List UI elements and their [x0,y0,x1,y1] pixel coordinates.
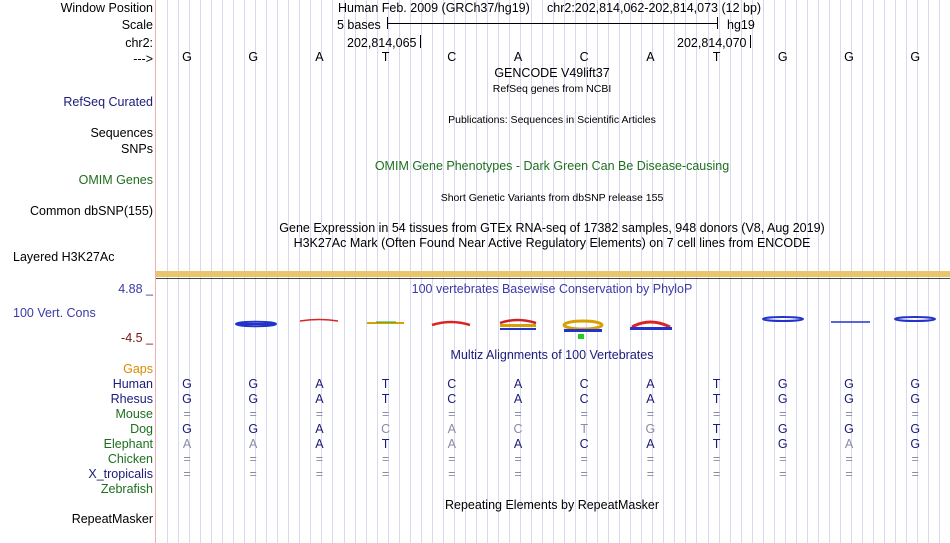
track-label-omim[interactable]: OMIM Genes [78,173,153,187]
alignment-base: = [183,407,191,421]
alignment-base: = [514,467,522,481]
reference-base: A [315,50,324,64]
alignment-base: A [182,437,192,451]
alignment-base: = [712,407,721,421]
alignment-base: A [513,437,523,451]
assembly-name: Human Feb. 2009 (GRCh37/hg19) [338,1,530,15]
publications-track-title[interactable]: Publications: Sequences in Scientific Articles [448,114,656,126]
alignment-base: = [448,467,456,481]
alignment-base: = [448,452,456,466]
h3k27ac-track-title[interactable]: H3K27Ac Mark (Often Found Near Active Regulatory Elements) on 7 cell lines from ENCODE [293,236,811,250]
alignment-base: = [779,452,787,466]
logo-glyph [432,322,470,325]
species-label[interactable]: Elephant [103,437,153,451]
alignment-base: G [182,377,192,391]
track-label-refseq[interactable]: RefSeq Curated [63,95,153,109]
alignment-base: = [249,467,257,481]
reference-base: C [447,50,457,64]
logo-glyph [236,322,276,326]
coordinate-2-tick [750,35,751,48]
alignment-base: A [513,377,523,391]
alignment-base: G [182,392,192,406]
alignment-base: G [777,422,788,436]
logo-glyph [895,317,935,321]
alignment-base: = [779,467,787,481]
track-label-repeatmasker[interactable]: RepeatMasker [71,512,153,526]
strand-label: ---> [133,52,153,66]
alignment-base: A [315,437,324,451]
alignment-base: T [381,392,390,406]
logo-glyph [630,322,672,330]
phylop-min-label: -4.5 _ [121,331,153,345]
alignment-base: = [845,452,853,466]
logo-glyph [564,321,602,339]
logo-glyph [763,317,803,321]
species-label[interactable]: X_tropicalis [88,467,153,481]
alignment-base: T [381,437,390,451]
alignment-base: = [315,452,324,466]
alignment-base: = [580,467,588,481]
species-label[interactable]: Rhesus [110,392,153,406]
alignment-base: G [844,392,854,406]
alignment-base: G [248,422,259,436]
refseq-track-title[interactable]: RefSeq genes from NCBI [492,83,612,95]
alignment-base: G [844,422,854,436]
alignment-base: = [779,407,787,421]
reference-base: G [844,50,854,64]
scale-label: Scale [121,18,153,32]
track-label-dbsnp[interactable]: Common dbSNP(155) [30,204,153,218]
track-label-vert-cons[interactable]: 100 Vert. Cons [13,306,96,320]
alignment-base: = [712,467,721,481]
alignment-base: = [646,452,655,466]
logo-glyph [367,322,404,323]
alignment-base: = [845,467,853,481]
alignment-base: = [712,452,721,466]
alignment-base: = [845,407,853,421]
alignment-base: C [381,422,391,436]
position-readout[interactable]: chr2:202,814,062-202,814,073 (12 bp) [547,1,762,15]
alignment-base: = [448,407,456,421]
alignment-base: T [712,377,721,391]
coordinate-1-tick [420,35,421,48]
alignment-base: = [911,452,919,466]
reference-base: C [579,50,589,64]
alignment-base: = [911,407,919,421]
alignment-base: A [315,422,324,436]
repeatmasker-track-title[interactable]: Repeating Elements by RepeatMasker [444,498,660,512]
alignment-base: A [315,392,324,406]
scale-bar [387,23,718,24]
species-label[interactable]: Dog [130,422,153,436]
alignment-base: T [712,392,721,406]
alignment-base: C [579,392,589,406]
reference-base: A [646,50,655,64]
alignment-base: = [381,407,390,421]
alignment-base: C [513,422,523,436]
reference-base: T [712,50,721,64]
scale-bar-right-tick [717,17,718,29]
chr-label: chr2: [125,36,153,50]
gencode-track-title[interactable]: GENCODE V49lift37 [494,66,610,80]
phylop-max-label: 4.88 _ [118,282,153,296]
alignment-base: G [182,422,192,436]
track-divider [156,278,950,279]
track-label-snps[interactable]: SNPs [121,142,153,156]
alignment-base: = [580,407,588,421]
reference-base: G [910,50,921,64]
alignment-base: = [381,452,390,466]
scale-assembly: hg19 [727,18,755,32]
multiz-track-title[interactable]: Multiz Alignments of 100 Vertebrates [450,348,654,362]
alignment-base: G [248,377,259,391]
alignment-base: = [183,452,191,466]
alignment-base: = [381,467,390,481]
alignment-base: A [315,377,324,391]
track-label-sequences[interactable]: Sequences [90,126,153,140]
alignment-base: T [712,422,721,436]
reference-base: A [513,50,523,64]
species-label[interactable]: Chicken [107,452,153,466]
alignment-base: T [712,437,721,451]
alignment-base: G [777,377,788,391]
alignment-base: C [579,377,589,391]
species-label[interactable]: Mouse [115,407,153,421]
alignment-base: G [777,437,788,451]
alignment-base: = [183,467,191,481]
alignment-base: A [447,422,456,436]
conservation-logo [156,300,950,344]
alignment-base: A [844,437,854,451]
alignment-base: A [447,437,456,451]
alignment-base: G [645,422,656,436]
species-label[interactable]: Zebrafish [100,482,153,496]
scale-bases: 5 bases [337,18,381,32]
alignment-base: A [513,392,523,406]
reference-base: G [248,50,259,64]
alignment-base: A [646,377,655,391]
coordinate-2: 202,814,070 [677,36,747,50]
coordinate-1: 202,814,065 [347,36,417,50]
alignment-base: = [911,467,919,481]
gtex-track-title[interactable]: Gene Expression in 54 tissues from GTEx RNA-seq of 17382 samples, 948 donors (V8, Aug 2019) [279,221,825,235]
alignment-base: C [579,437,589,451]
logo-glyph [500,320,536,330]
alignment-base: = [646,407,655,421]
alignment-base: = [249,407,257,421]
alignment-base: A [646,392,655,406]
window-position-label: Window Position [60,1,153,15]
omim-track-title[interactable]: OMIM Gene Phenotypes - Dark Green Can Be Disease-causing [374,159,730,173]
alignment-base: G [910,437,921,451]
alignment-base: G [248,392,259,406]
reference-base: G [777,50,788,64]
reference-base: T [381,50,390,64]
alignment-base: C [447,392,457,406]
reference-base: G [182,50,192,64]
species-label[interactable]: Human [112,377,153,391]
alignment-base: T [580,422,589,436]
alignment-base: = [514,452,522,466]
alignment-base: G [910,377,921,391]
alignment-base: = [315,407,324,421]
alignment-base: C [447,377,457,391]
alignment-base: G [910,422,921,436]
h3k27ac-signal-band [156,271,950,277]
alignment-base: = [580,452,588,466]
alignment-base: = [514,407,522,421]
track-label-gaps[interactable]: Gaps [123,362,153,376]
alignment-base: G [844,377,854,391]
alignment-base: A [646,437,655,451]
alignment-base: G [910,392,921,406]
alignment-base: A [249,437,258,451]
phylop-track-title[interactable]: 100 vertebrates Basewise Conservation by PhyloP [411,282,693,296]
alignment-base: = [315,467,324,481]
alignment-base: G [777,392,788,406]
alignment-base: = [646,467,655,481]
alignment-base: T [381,377,390,391]
dbsnp-track-title[interactable]: Short Genetic Variants from dbSNP release 155 [440,192,664,204]
logo-glyph [300,320,338,322]
alignment-base: = [249,452,257,466]
track-label-h3k27ac[interactable]: Layered H3K27Ac [13,250,115,264]
